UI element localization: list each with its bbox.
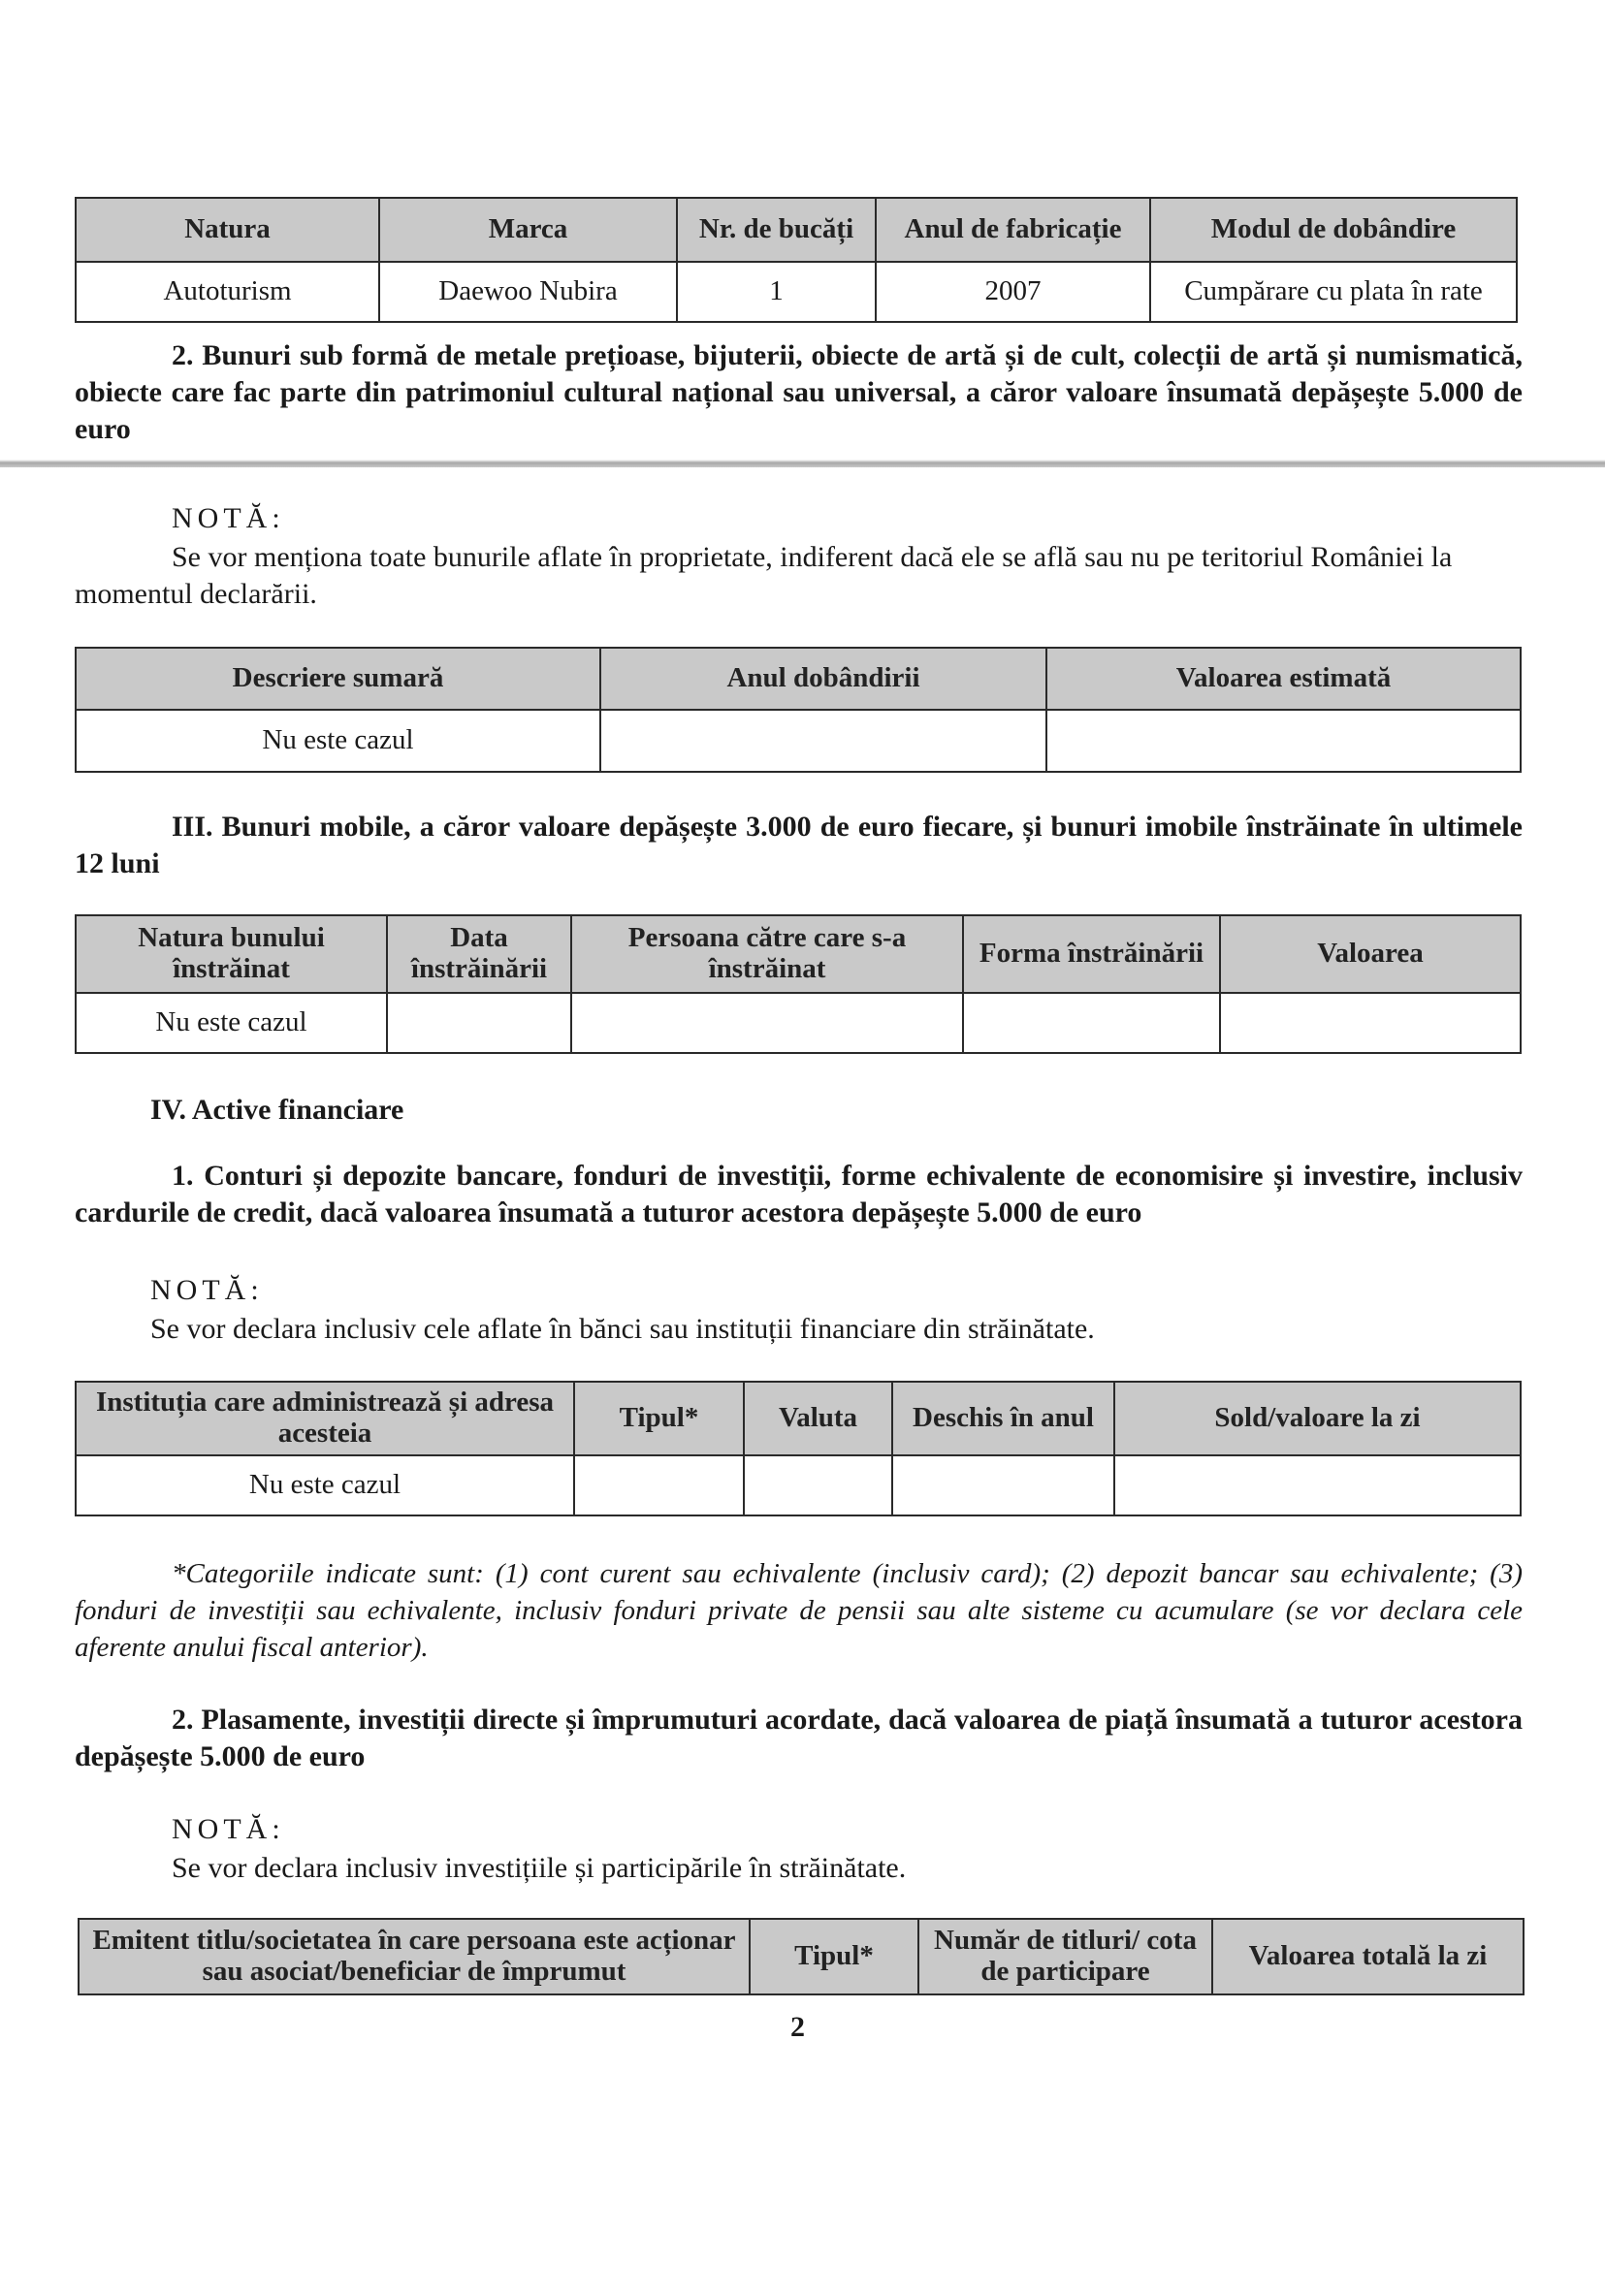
col-valoarea: Valoarea	[1220, 915, 1521, 993]
col-tipul: Tipul*	[574, 1382, 744, 1455]
col-forma-instrainarii: Forma înstrăinării	[963, 915, 1220, 993]
sub1-nota-label: NOTĂ:	[150, 1274, 264, 1306]
cell: 1	[677, 262, 876, 322]
cell	[1220, 993, 1521, 1053]
cell: Daewoo Nubira	[379, 262, 677, 322]
col-natura-bunului: Natura bunului înstrăinat	[76, 915, 387, 993]
page-number: 2	[790, 2011, 805, 2043]
cell	[571, 993, 963, 1053]
section2-title: 2. Bunuri sub formă de metale prețioase, bijuterii, obiecte de artă și de cult, colecții de artă și numismatică, obiecte care fac parte din patrimoniul cultural național sau universal, a căror valoare însumată depășește 5.000 de euro	[75, 339, 1523, 445]
col-deschis: Deschis în anul	[892, 1382, 1114, 1455]
col-data-instrainarii: Data înstrăinării	[387, 915, 571, 993]
cell: Nu este cazul	[76, 710, 600, 772]
categorii-footnote: *Categoriile indicate sunt: (1) cont curent sau echivalente (inclusiv card); (2) depozit bancar sau echivalente; (3) fonduri de investiții sau echivalente, inclusiv fonduri private de pensii sau alte sisteme cu acumulare (se vor declara cele aferente anului fiscal anterior).	[75, 1558, 1523, 1663]
col-valuta: Valuta	[744, 1382, 892, 1455]
cell: Nu este cazul	[76, 1455, 574, 1515]
sub1-nota-text: Se vor declara inclusiv cele aflate în bănci sau instituții financiare din străinătate.	[150, 1313, 1095, 1345]
cell	[744, 1455, 892, 1515]
table-row	[76, 1455, 1521, 1515]
sub2-nota-text: Se vor declara inclusiv investițiile și participările în străinătate.	[172, 1852, 907, 1884]
section2-nota-label: NOTĂ:	[172, 502, 285, 534]
col-tipul: Tipul*	[750, 1919, 918, 1994]
col-descriere: Descriere sumară	[76, 648, 600, 710]
sub2-nota-label: NOTĂ:	[172, 1813, 285, 1845]
table-row	[76, 993, 1521, 1053]
section2-nota-text: Se vor menționa toate bunurile aflate în proprietate, indiferent dacă ele se află sau nu pe teritoriul României la momentul declarării.	[75, 541, 1453, 610]
cell: 2007	[876, 262, 1150, 322]
col-persoana: Persoana către care s-a înstrăinat	[571, 915, 963, 993]
cell	[387, 993, 571, 1053]
col-valoare-estimata: Valoarea estimată	[1046, 648, 1521, 710]
cell: Cumpărare cu plata în rate	[1150, 262, 1517, 322]
cell	[600, 710, 1046, 772]
cell	[963, 993, 1220, 1053]
section3-title: III. Bunuri mobile, a căror valoare depășește 3.000 de euro fiecare, și bunuri imobile înstrăinate în ultimele 12 luni	[75, 811, 1523, 879]
section2-table	[75, 647, 1522, 773]
col-numar-titluri: Număr de titluri/ cota de participare	[918, 1919, 1212, 1994]
section4-sub1-title: 1. Conturi și depozite bancare, fonduri de investiții, forme echivalente de economisire și investire, inclusiv cardurile de credit, dacă valoarea însumată a tuturor acestora depășește 5.000 de euro	[75, 1160, 1523, 1228]
section4-title: IV. Active financiare	[150, 1094, 404, 1126]
col-emitent: Emitent titlu/societatea în care persoana este acționar sau asociat/beneficiar de împrumut	[79, 1919, 750, 1994]
col-sold: Sold/valoare la zi	[1114, 1382, 1521, 1455]
cell: Autoturism	[76, 262, 379, 322]
cell	[1114, 1455, 1521, 1515]
cell: Nu este cazul	[76, 993, 387, 1053]
col-institutia: Instituția care administrează și adresa acesteia	[76, 1382, 574, 1455]
col-valoare-totala: Valoarea totală la zi	[1212, 1919, 1524, 1994]
divider	[0, 460, 1605, 467]
col-marca: Marca	[379, 198, 677, 262]
col-natura: Natura	[76, 198, 379, 262]
cell	[1046, 710, 1521, 772]
cell	[892, 1455, 1114, 1515]
col-nr-bucati: Nr. de bucăți	[677, 198, 876, 262]
section3-table	[75, 914, 1522, 1054]
col-mod-dobandire: Modul de dobândire	[1150, 198, 1517, 262]
col-an-fabricatie: Anul de fabricație	[876, 198, 1150, 262]
table-row	[76, 262, 1517, 322]
col-an-dobandire: Anul dobândirii	[600, 648, 1046, 710]
sub2-table	[78, 1918, 1525, 1995]
sub1-table	[75, 1381, 1522, 1516]
vehicles-table	[75, 197, 1518, 323]
cell	[574, 1455, 744, 1515]
section4-sub2-title: 2. Plasamente, investiții directe și împrumuturi acordate, dacă valoarea de piață însumată a tuturor acestora depășește 5.000 de euro	[75, 1704, 1523, 1772]
table-row	[76, 710, 1521, 772]
